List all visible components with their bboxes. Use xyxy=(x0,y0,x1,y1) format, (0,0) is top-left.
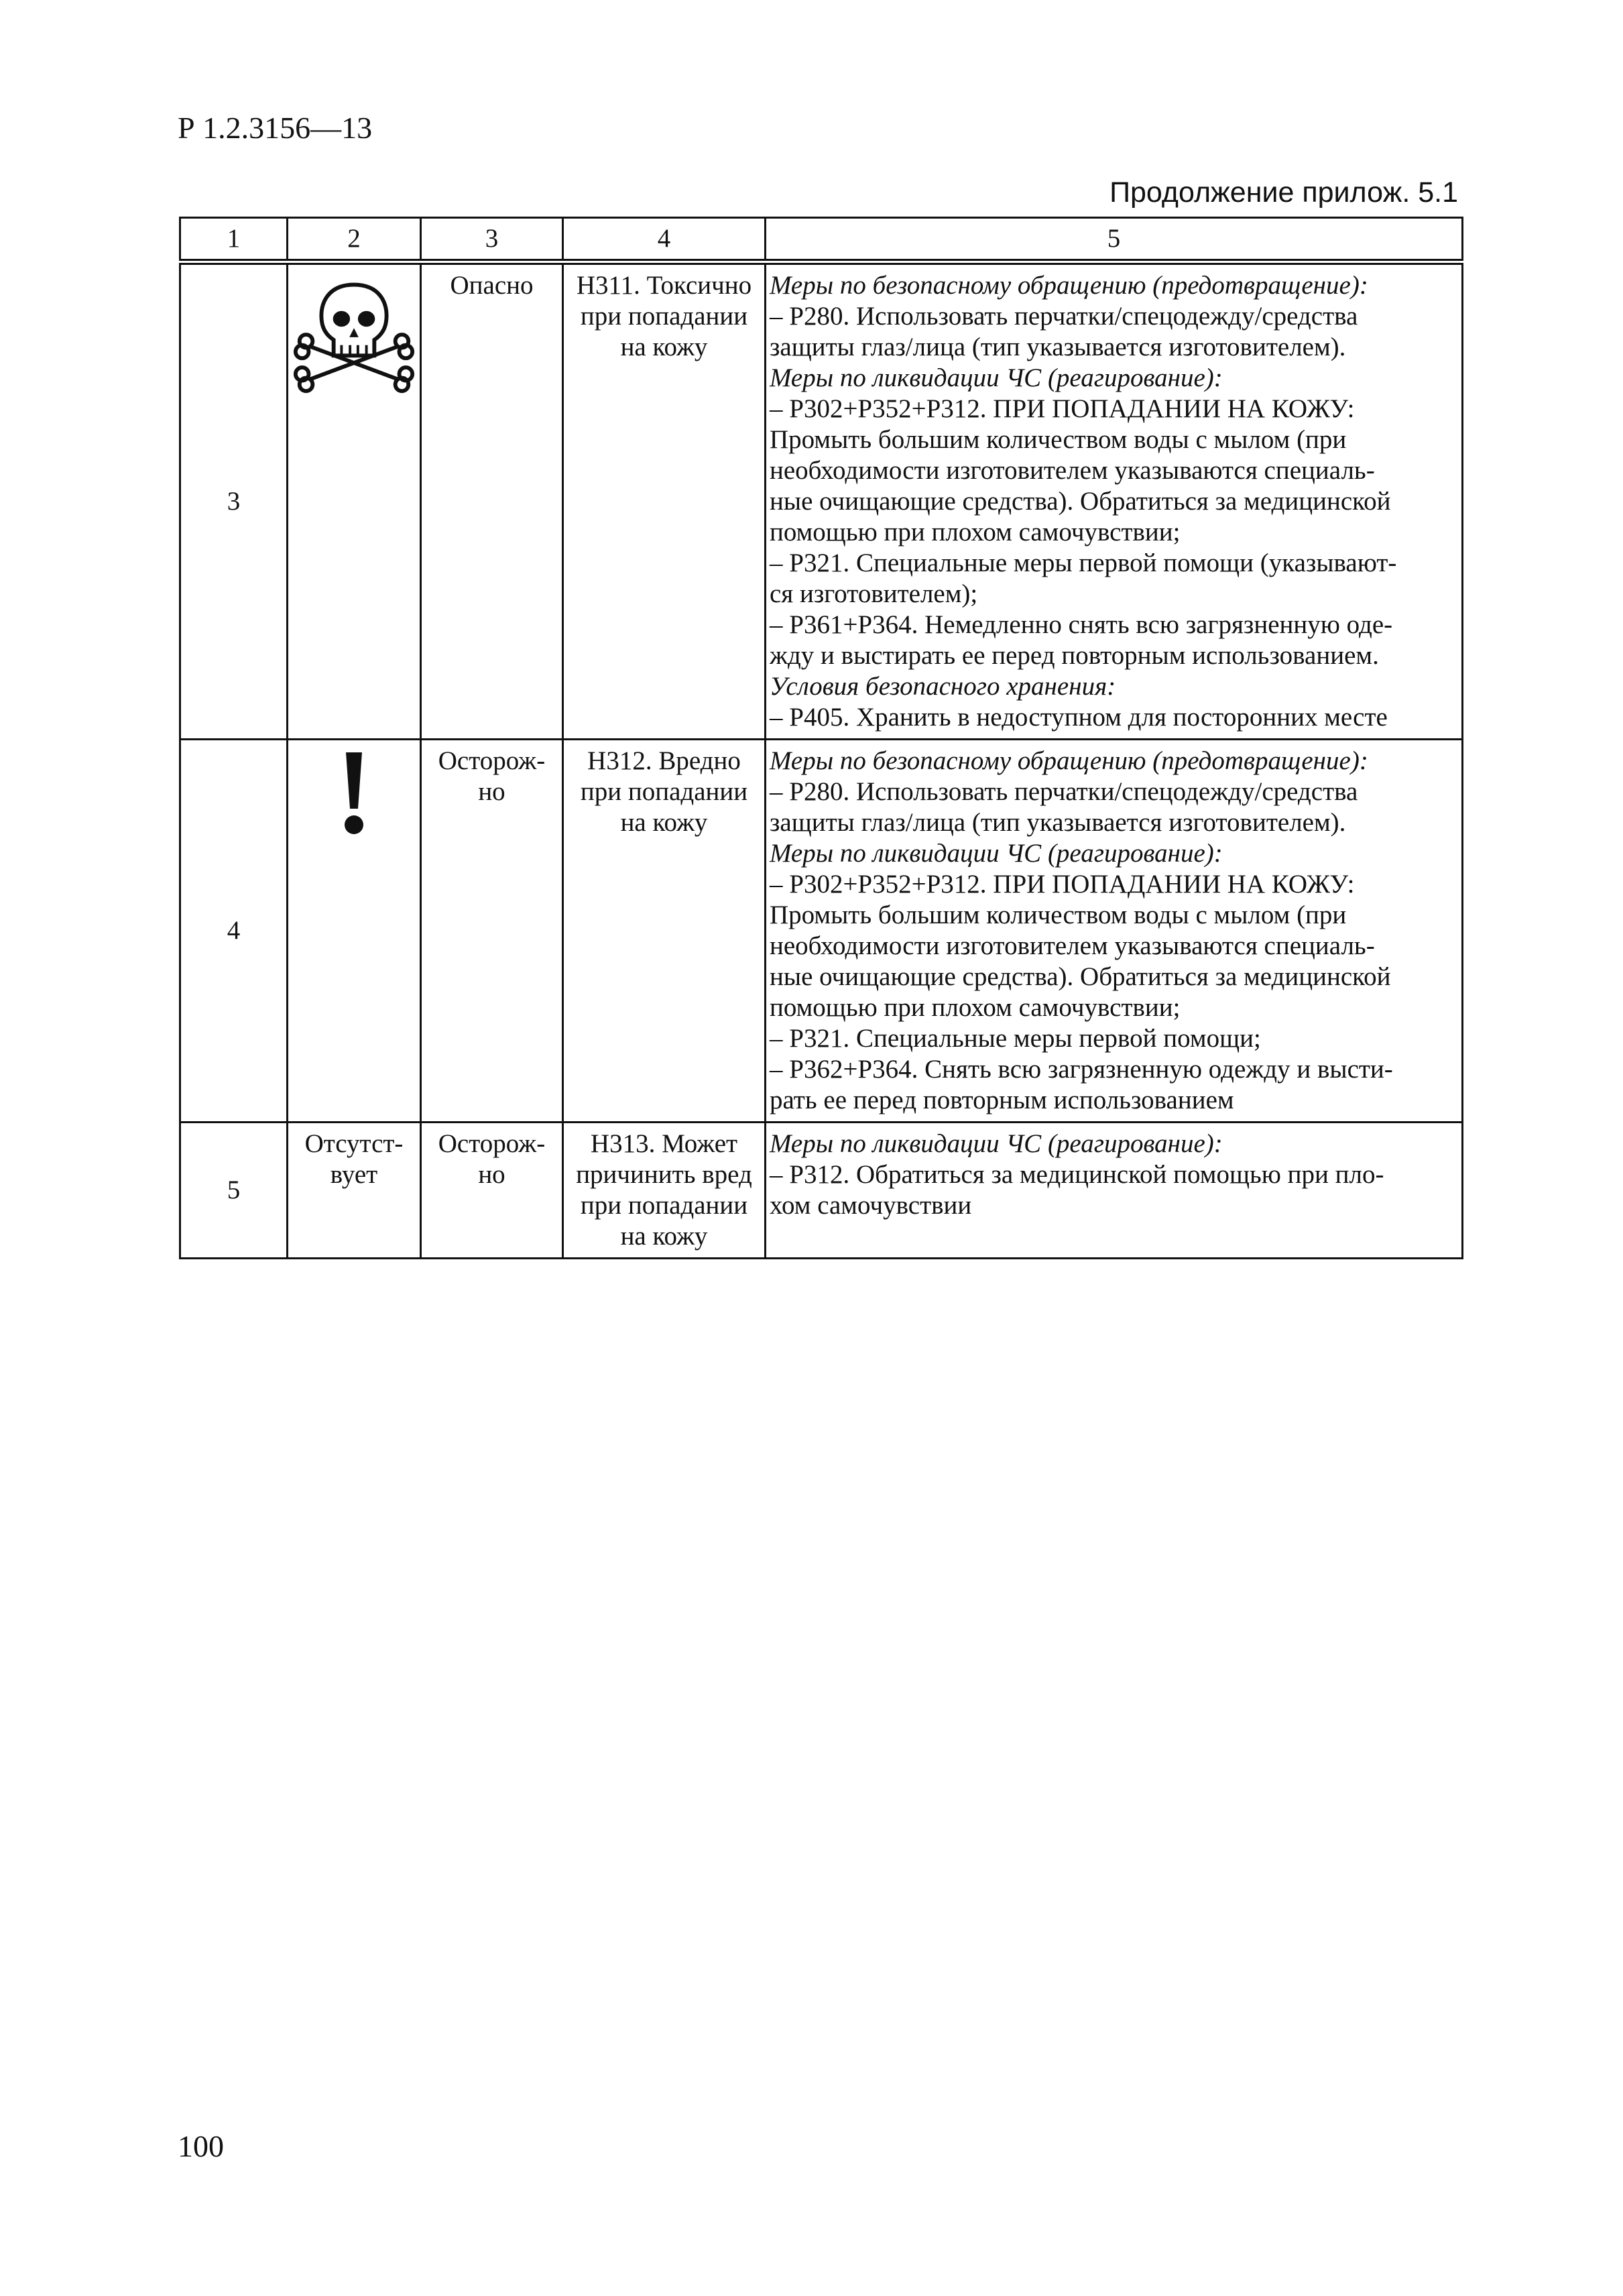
measure-line: Промыть большим количеством воды с мылом (при xyxy=(770,901,1347,929)
measure-line: ся изготовителем); xyxy=(770,579,978,608)
measures-heading: Меры по безопасному обращению (предотвращение): xyxy=(770,271,1368,300)
measure-line: – Р362+Р364. Снять всю загрязненную одежду и высти- xyxy=(770,1055,1393,1084)
column-header-4: 4 xyxy=(563,218,766,262)
column-header-2: 2 xyxy=(288,218,421,262)
measure-line: – Р280. Использовать перчатки/спецодежду/средства xyxy=(770,777,1358,806)
pictogram-absent-text: вует xyxy=(330,1160,378,1189)
measure-line: ные очищающие средства). Обратиться за медицинской xyxy=(770,487,1391,516)
row-number: 5 xyxy=(180,1123,288,1259)
measure-line: – Р302+Р352+Р312. ПРИ ПОПАДАНИИ НА КОЖУ: xyxy=(770,394,1355,423)
table-row xyxy=(180,740,1463,1123)
exclamation-mark-icon xyxy=(334,750,374,837)
row-number: 3 xyxy=(180,262,288,740)
signal-word-cell xyxy=(421,1123,563,1259)
measures-heading: Меры по безопасному обращению (предотвращение): xyxy=(770,746,1368,775)
column-header-1: 1 xyxy=(180,218,288,262)
precautionary-measures-cell xyxy=(766,262,1463,740)
skull-crossbones-icon xyxy=(292,274,416,395)
document-code: Р 1.2.3156—13 xyxy=(178,111,373,145)
measures-heading: Условия безопасного хранения: xyxy=(770,672,1116,701)
measures-heading: Меры по ликвидации ЧС (реагирование): xyxy=(770,1129,1223,1158)
hazard-statement-line: Н312. Вредно xyxy=(587,746,741,775)
measure-line: – Р280. Использовать перчатки/спецодежду/средства xyxy=(770,302,1358,331)
hazard-statement-line: на кожу xyxy=(620,808,708,837)
table-header-row xyxy=(180,218,1463,262)
table-row xyxy=(180,262,1463,740)
table-row xyxy=(180,1123,1463,1259)
signal-word-cell xyxy=(421,262,563,740)
precautionary-measures-cell xyxy=(766,1123,1463,1259)
signal-word: но xyxy=(478,1160,505,1189)
measure-line: – Р321. Специальные меры первой помощи; xyxy=(770,1024,1261,1053)
measure-line: – Р302+Р352+Р312. ПРИ ПОПАДАНИИ НА КОЖУ: xyxy=(770,870,1355,899)
measure-line: ные очищающие средства). Обратиться за медицинской xyxy=(770,962,1391,991)
row-number: 4 xyxy=(180,740,288,1123)
measures-heading: Меры по ликвидации ЧС (реагирование): xyxy=(770,839,1223,868)
measure-line: необходимости изготовителем указываются специаль- xyxy=(770,931,1375,960)
measure-line: хом самочувствии xyxy=(770,1191,972,1220)
hazard-statement-cell xyxy=(563,1123,766,1259)
pictogram-cell xyxy=(288,740,421,1123)
hazard-statement-line: на кожу xyxy=(620,1222,708,1251)
measures-heading: Меры по ликвидации ЧС (реагирование): xyxy=(770,363,1223,392)
hazard-statement-cell xyxy=(563,740,766,1123)
measure-line: необходимости изготовителем указываются специаль- xyxy=(770,456,1375,485)
signal-word: Осторож- xyxy=(438,1129,546,1158)
column-header-5: 5 xyxy=(766,218,1463,262)
continuation-caption: Продолжение прилож. 5.1 xyxy=(1109,176,1458,209)
measure-line: рать ее перед повторным использованием xyxy=(770,1086,1234,1114)
signal-word: Опасно xyxy=(450,271,534,300)
hazard-table xyxy=(179,217,1463,1259)
pictogram-cell xyxy=(288,1123,421,1259)
measure-line: – Р405. Хранить в недоступном для посторонних месте xyxy=(770,703,1388,732)
hazard-statement-line: при попадании xyxy=(580,302,748,331)
measure-line: жду и выстирать ее перед повторным использованием. xyxy=(770,641,1379,670)
hazard-statement-line: причинить вред xyxy=(576,1160,752,1189)
hazard-statement-line: Н313. Может xyxy=(590,1129,738,1158)
measure-line: – Р312. Обратиться за медицинской помощью при пло- xyxy=(770,1160,1384,1189)
measure-line: помощью при плохом самочувствии; xyxy=(770,993,1181,1022)
column-header-3: 3 xyxy=(421,218,563,262)
measure-line: – Р321. Специальные меры первой помощи (указывают- xyxy=(770,549,1397,577)
signal-word-cell xyxy=(421,740,563,1123)
hazard-statement-cell xyxy=(563,262,766,740)
measure-line: – Р361+Р364. Немедленно снять всю загрязненную оде- xyxy=(770,610,1393,639)
measure-line: помощью при плохом самочувствии; xyxy=(770,518,1181,547)
hazard-statement-line: при попадании xyxy=(580,1191,748,1220)
hazard-statement-line: на кожу xyxy=(620,333,708,361)
measure-line: защиты глаз/лица (тип указывается изготовителем). xyxy=(770,808,1346,837)
signal-word: Осторож- xyxy=(438,746,546,775)
pictogram-cell xyxy=(288,262,421,740)
hazard-statement-line: при попадании xyxy=(580,777,748,806)
measure-line: защиты глаз/лица (тип указывается изготовителем). xyxy=(770,333,1346,361)
hazard-statement-line: Н311. Токсично xyxy=(576,271,752,300)
precautionary-measures-cell xyxy=(766,740,1463,1123)
signal-word: но xyxy=(478,777,505,806)
pictogram-absent-text: Отсутст- xyxy=(304,1129,404,1158)
measure-line: Промыть большим количеством воды с мылом (при xyxy=(770,425,1347,454)
page-number: 100 xyxy=(178,2129,224,2163)
